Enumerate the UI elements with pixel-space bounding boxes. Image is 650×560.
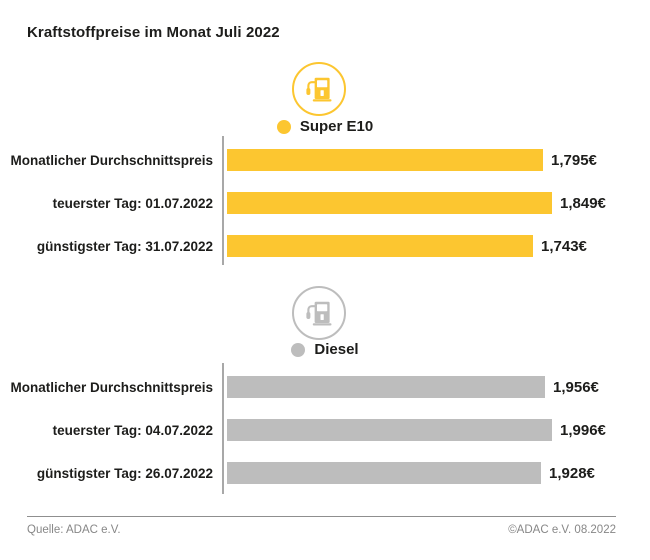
bar-label: Monatlicher Durchschnittspreis [10,379,213,395]
footer-divider [27,516,616,517]
bar-label: teuerster Tag: 01.07.2022 [52,195,213,211]
bar-value: 1,849€ [560,194,606,212]
bar-label: teuerster Tag: 04.07.2022 [52,422,213,438]
bar-row-e10-max [0,192,606,214]
bar-super-e10-average [227,149,543,171]
bar-row-e10-average [0,149,606,171]
diesel-badge [292,286,346,340]
bar-value: 1,928€ [549,464,595,482]
super-e10-legend [0,118,650,135]
bar-diesel-max-day [227,419,552,441]
bar-label: Monatlicher Durchschnittspreis [10,152,213,168]
diesel-legend [0,341,650,358]
fuel-pump-icon [304,298,334,328]
diesel-legend-dot [291,343,305,357]
diesel-bar-rows [0,376,606,505]
bar-value: 1,795€ [551,151,597,169]
bar-value: 1,956€ [553,378,599,396]
copyright-note: ©ADAC e.V. 08.2022 [508,524,616,536]
bar-row-e10-min [0,235,606,257]
source-note: Quelle: ADAC e.V. [27,524,121,536]
bar-row-diesel-max [0,419,606,441]
bar-diesel-average [227,376,545,398]
fuel-pump-icon [304,74,334,104]
bar-diesel-min-day [227,462,541,484]
bar-row-diesel-min [0,462,606,484]
super-e10-legend-dot [277,120,291,134]
bar-label: günstigster Tag: 31.07.2022 [36,238,213,254]
diesel-legend-label: Diesel [314,341,359,358]
super-e10-legend-label: Super E10 [299,118,374,135]
bar-label: günstigster Tag: 26.07.2022 [36,465,213,481]
bar-super-e10-min-day [227,235,533,257]
super-e10-badge [292,62,346,116]
chart-title: Kraftstoffpreise im Monat Juli 2022 [27,24,280,41]
super-e10-bar-rows [0,149,606,278]
bar-value: 1,996€ [560,421,606,439]
bar-row-diesel-average [0,376,606,398]
bar-value: 1,743€ [541,237,587,255]
bar-super-e10-max-day [227,192,552,214]
